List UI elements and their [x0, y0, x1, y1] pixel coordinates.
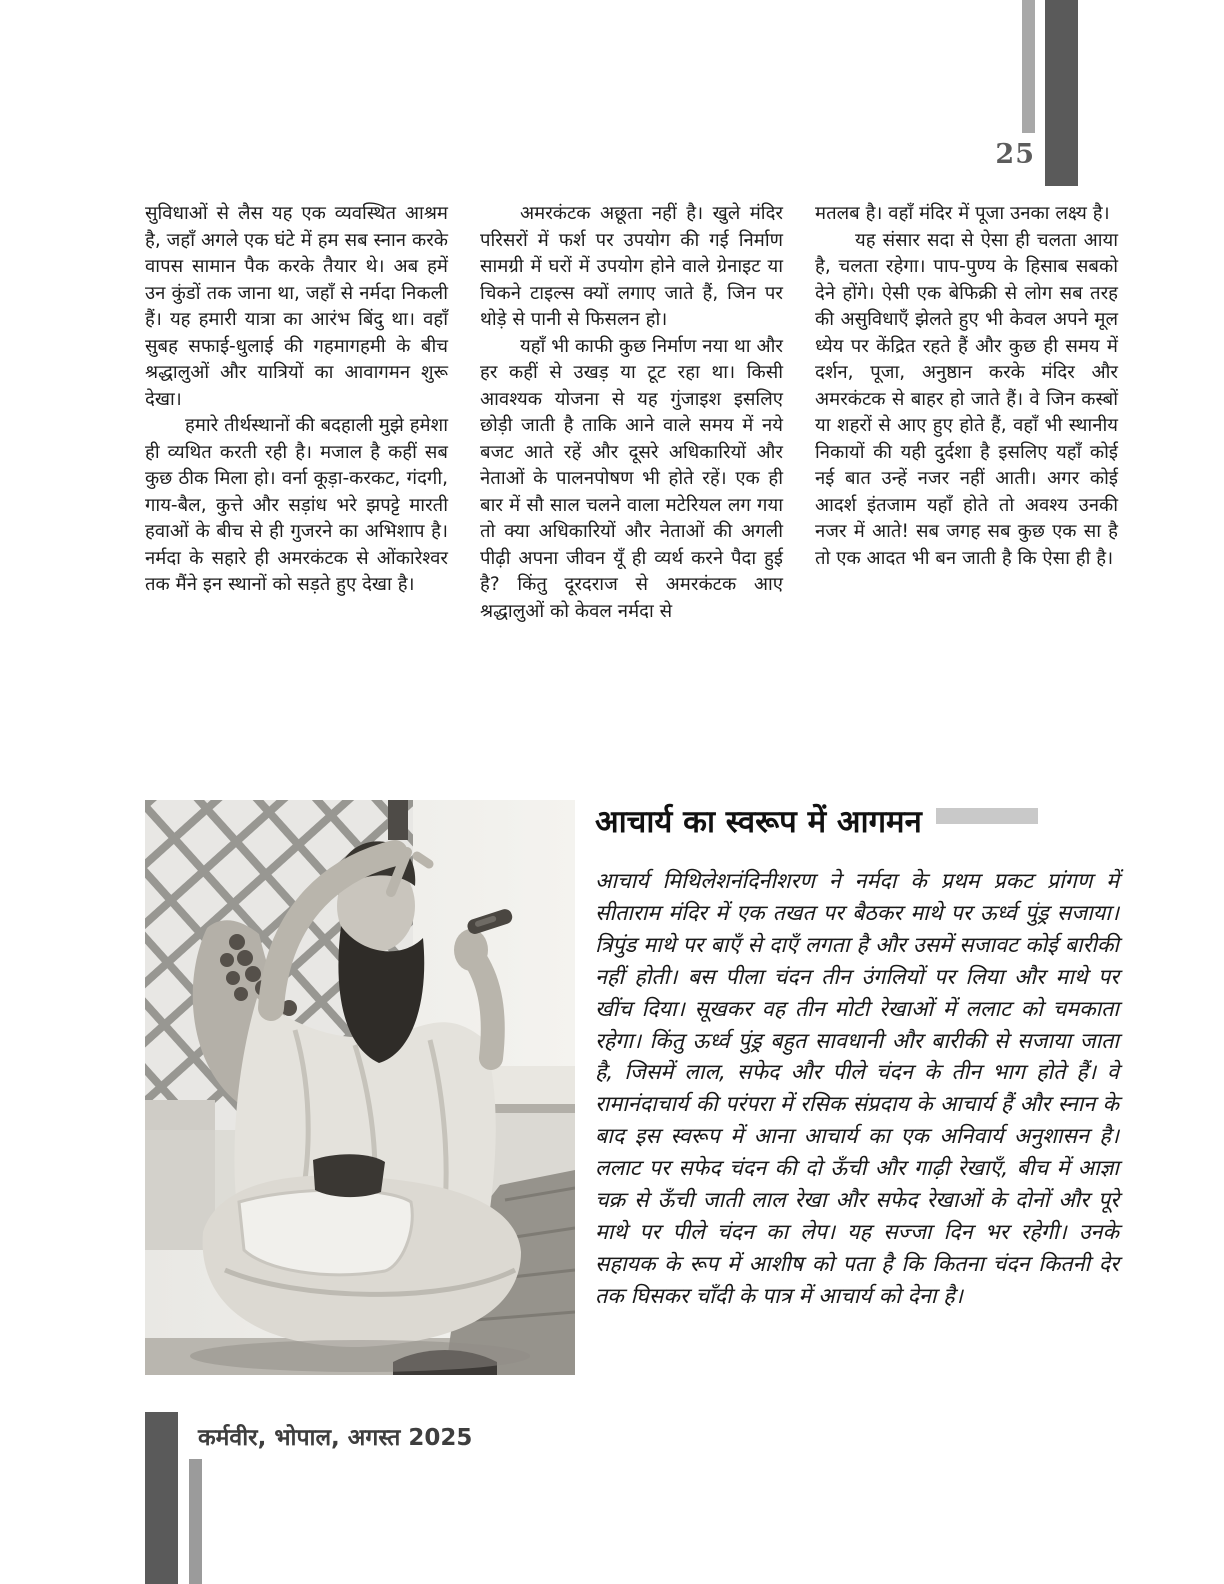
bottom-left-dark-bar [145, 1412, 178, 1584]
article-paragraph: मतलब है। वहाँ मंदिर में पूजा उनका लक्ष्य है। [815, 203, 1110, 224]
article-column-1 [145, 201, 448, 599]
heading-accent-bar [936, 808, 1038, 824]
top-right-dark-bar [1045, 0, 1078, 186]
article-paragraph: अमरकंटक अछूता नहीं है। खुले मंदिर परिसरों में फर्श पर उपयोग की गई निर्माण सामग्री में घरों में उपयोग होने वाले ग्रेनाइट या चिकने टाइल्स क्यों लगाए जाते हैं, जिन पर थोड़े से पानी से फिसलन हो। [480, 203, 783, 330]
footer-imprint: कर्मवीर, भोपाल, अगस्त 2025 [198, 1425, 473, 1451]
section-body: आचार्य मिथिलेशनंदिनीशरण ने नर्मदा के प्रथम प्रकट प्रांगण में सीताराम मंदिर में एक तखत पर बैठकर माथे पर ऊर्ध्व पुंड्र सजाया। त्रिपुंड माथे पर बाएँ से दाएँ लगता है और उसमें सजावट कोई बारीकी नहीं होती। बस पीला चंदन तीन उंगलियों पर लिया और माथे पर खींच दिया। सूखकर वह तीन मोटी रेखाओं में ललाट को चमकाता रहेगा। किंतु ऊर्ध्व पुंड्र बहुत सावधानी और बारीकी से सजाया जाता है, जिसमें लाल, सफेद और पीले चंदन के तीन भाग होते हैं। वे रामानंदाचार्य की परंपरा में रसिक संप्रदाय के आचार्य हैं और स्नान के बाद इस स्वरूप में आना आचार्य का एक अनिवार्य अनुशासन है। ललाट पर सफेद चंदन की दो ऊँची और गाढ़ी रेखाएँ, बीच में आज्ञा चक्र से ऊँची जाती लाल रेखा और सफेद रेखाओं के दोनों और पूरे माथे पर पीले चंदन का लेप। यह सज्जा दिन भर रहेगी। उनके सहायक के रूप में आशीष को पता है कि कितना चंदन कितनी देर तक घिसकर चाँदी के पात्र में आचार्य को देना है। [595, 869, 1119, 1309]
article-paragraph: यह संसार सदा से ऐसा ही चलता आया है, चलता रहेगा। पाप-पुण्य के हिसाब सबको देने होंगे। ऐसी एक बेफिक्री से लोग सब तरह की असुविधाएँ झेलते हुए भी केवल अपने मूल ध्येय पर केंद्रित रहते हैं और कुछ ही समय में दर्शन, पूजा, अनुष्ठान करके मंदिर और अमरकंटक से बाहर हो जाते हैं। वे जिन कस्बों या शहरों से आए हुए होते हैं, वहाँ भी स्थानीय निकायों की यही दुर्दशा है इसलिए यहाँ कोई नई बात उन्हें नजर नहीं आती। अगर कोई आदर्श इंतजाम यहाँ होते तो अवश्य उनकी नजर में आते! सब जगह सब कुछ एक सा है तो एक आदत भी बन जाती है कि ऐसा ही है। [815, 229, 1118, 569]
article-paragraph: यहाँ भी काफी कुछ निर्माण नया था और हर कहीं से उखड़ या टूट रहा था। किसी आवश्यक योजना से यह गुंजाइश इसलिए छोड़ी जाती है ताकि आने वाले समय में नये बजट आते रहें और दूसरे अधिकारियों और नेताओं के पालनपोषण भी होते रहें। एक ही बार में सौ साल चलने वाला मटेरियल लग गया तो क्या अधिकारियों और नेताओं की अगली पीढ़ी अपना जीवन यूँ ही व्यर्थ करने पैदा हुई है? किंतु दूरदराज से अमरकंटक आए श्रद्धालुओं को केवल नर्मदा से [480, 335, 783, 622]
sadhu-photo-graphic [145, 800, 575, 1375]
article-column-3 [815, 201, 1118, 572]
top-right-light-bar [1022, 0, 1035, 133]
section-heading: आचार्य का स्वरूप में आगमन [595, 804, 922, 840]
article-paragraph: सुविधाओं से लैस यह एक व्यवस्थित आश्रम है, जहाँ अगले एक घंटे में हम सब स्नान करके वापस सामान पैक करके तैयार थे। अब हमें उन कुंडों तक जाना था, जहाँ से नर्मदा निकली हैं। यह हमारी यात्रा का आरंभ बिंदु था। वहाँ सुबह सफाई-धुलाई की गहमागहमी के बीच श्रद्धालुओं और यात्रियों का आवागमन शुरू देखा। [145, 203, 448, 410]
sadhu-photo [145, 800, 575, 1375]
page-number: 25 [995, 139, 1035, 170]
section-heading-row [595, 800, 1120, 842]
article-column-2 [480, 201, 783, 625]
article-paragraph: हमारे तीर्थस्थानों की बदहाली मुझे हमेशा ही व्यथित करती रही है। मजाल है कहीं सब कुछ ठीक मिला हो। वर्ना कूड़ा-करकट, गंदगी, गाय-बैल, कुत्ते और सड़ांध भरे झपट्टे मारती हवाओं के बीच से ही गुजरने का अभिशाप है। नर्मदा के सहारे ही अमरकंटक से ओंकारेश्वर तक मैंने इन स्थानों को सड़ते हुए देखा है। [145, 415, 448, 595]
bottom-left-light-bar [189, 1459, 202, 1584]
